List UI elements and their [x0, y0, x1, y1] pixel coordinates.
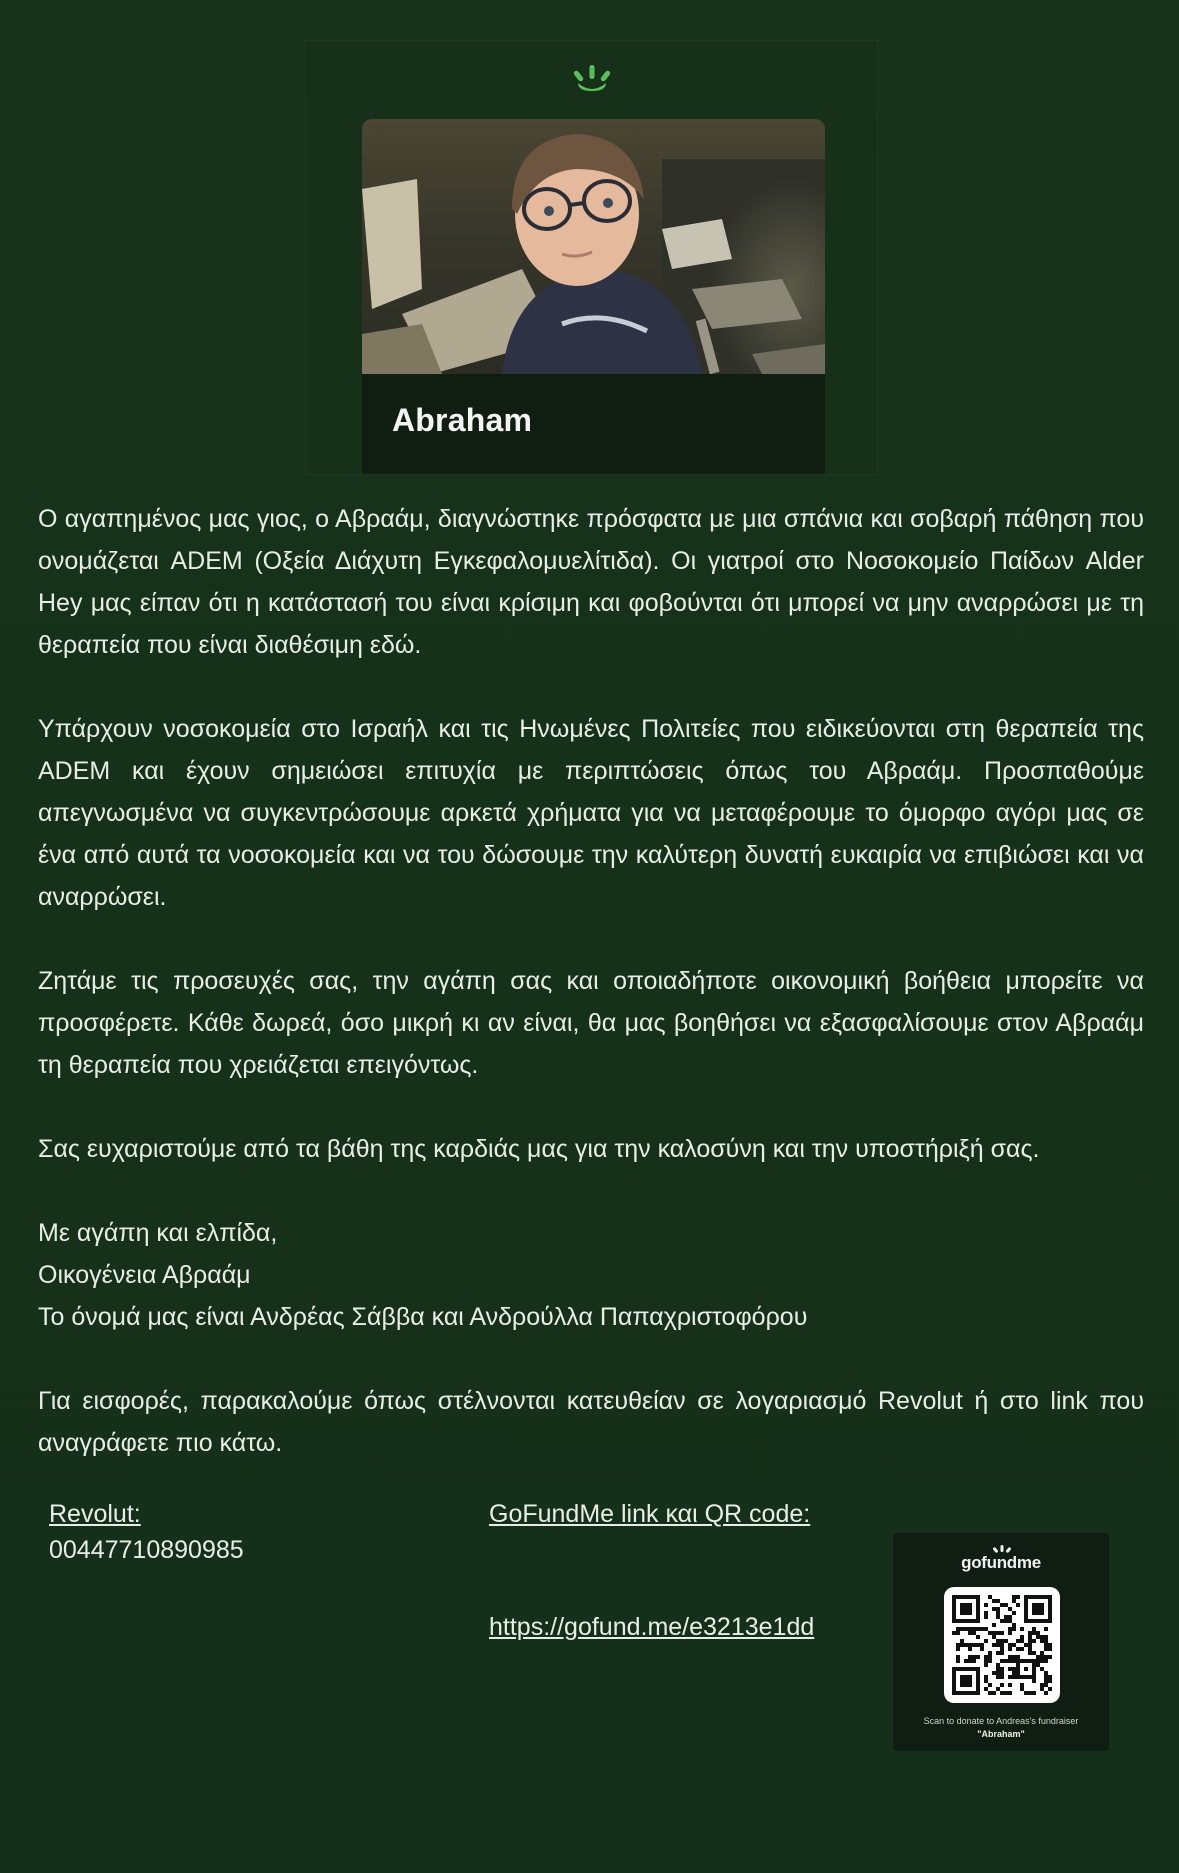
name-bar	[362, 374, 825, 474]
qr-card[interactable]	[893, 1533, 1109, 1751]
paragraph-hospitals: Υπάρχουν νοσοκομεία στο Ισραήλ και τις Ηνωμένες Πολιτείες που ειδικεύονται στη θεραπεία της ADEM και έχουν σημειώσει επιτυχία με περιπτώσεις όπως του Αβραάμ. Προσπαθούμε απεγνωσμένα να συγκεντρώσουμε αρκετά χρήματα για να μεταφέρουμε το όμορφο αγόρι μας σε ένα από αυτά τα νοσοκομεία και να του δώσουμε την καλύτερη δυνατή ευκαιρία να επιβιώσει και να αναρρώσει.	[38, 715, 1144, 911]
fundraiser-card[interactable]	[305, 40, 878, 475]
gofundme-logo	[893, 1553, 1109, 1573]
signature-line-2: Οικογένεια Αβραάμ	[38, 1261, 251, 1289]
message-body	[38, 498, 1144, 1464]
child-photo	[362, 119, 825, 374]
signature-line-1: Με αγάπη και ελπίδα,	[38, 1219, 278, 1247]
paragraph-diagnosis: Ο αγαπημένος μας γιος, ο Αβραάμ, διαγνώστηκε πρόσφατα με μια σπάνια και σοβαρή πάθηση που ονομάζεται ADEM (Οξεία Διάχυτη Εγκεφαλομυελίτιδα). Οι γιατροί στο Νοσοκομείο Παίδων Alder Hey μας είπαν ότι η κατάστασή του είναι κρίσιμη και φοβούνται ότι μπορεί να μην αναρρώσει με τη θεραπεία που είναι διαθέσιμη εδώ.	[38, 505, 1144, 659]
gofundme-label: GoFundMe link και QR code:	[489, 1500, 811, 1528]
paragraph-thanks: Σας ευχαριστούμε από τα βάθη της καρδιάς μας για την καλοσύνη και την υποστήριξή σας.	[38, 1135, 1040, 1163]
paragraph-contributions: Για εισφορές, παρακαλούμε όπως στέλνονται κατευθείαν σε λογαριασμό Revolut ή στο link που αναγράφετε πιο κάτω.	[38, 1387, 1144, 1457]
gofundme-logo-text: gofundme	[961, 1553, 1041, 1572]
revolut-label: Revolut:	[49, 1500, 141, 1528]
fundraiser-name: Abraham	[392, 402, 533, 438]
gofundme-link[interactable]: https://gofund.me/e3213e1dd	[489, 1613, 815, 1641]
qr-code[interactable]	[944, 1587, 1060, 1703]
gofundme-sprout-icon	[562, 61, 622, 101]
qr-code-image	[952, 1595, 1052, 1695]
revolut-number: 00447710890985	[49, 1536, 244, 1564]
qr-caption-text: Scan to donate to Andreas's fundraiser	[923, 1716, 1079, 1726]
gofundme-sprout-small-icon	[991, 1545, 1013, 1555]
qr-caption	[893, 1715, 1109, 1741]
paragraph-request: Ζητάμε τις προσευχές σας, την αγάπη σας και οποιαδήποτε οικονομική βοήθεια μπορείτε να προσφέρετε. Κάθε δωρεά, όσο μικρή κι αν είναι, θα μας βοηθήσει να εξασφαλίσουμε στον Αβραάμ τη θεραπεία που χρειάζεται επειγόντως.	[38, 967, 1144, 1079]
qr-caption-name: "Abraham"	[977, 1729, 1025, 1739]
signature-line-3: Το όνομά μας είναι Ανδρέας Σάββα και Ανδρούλλα Παπαχριστοφόρου	[38, 1303, 808, 1331]
